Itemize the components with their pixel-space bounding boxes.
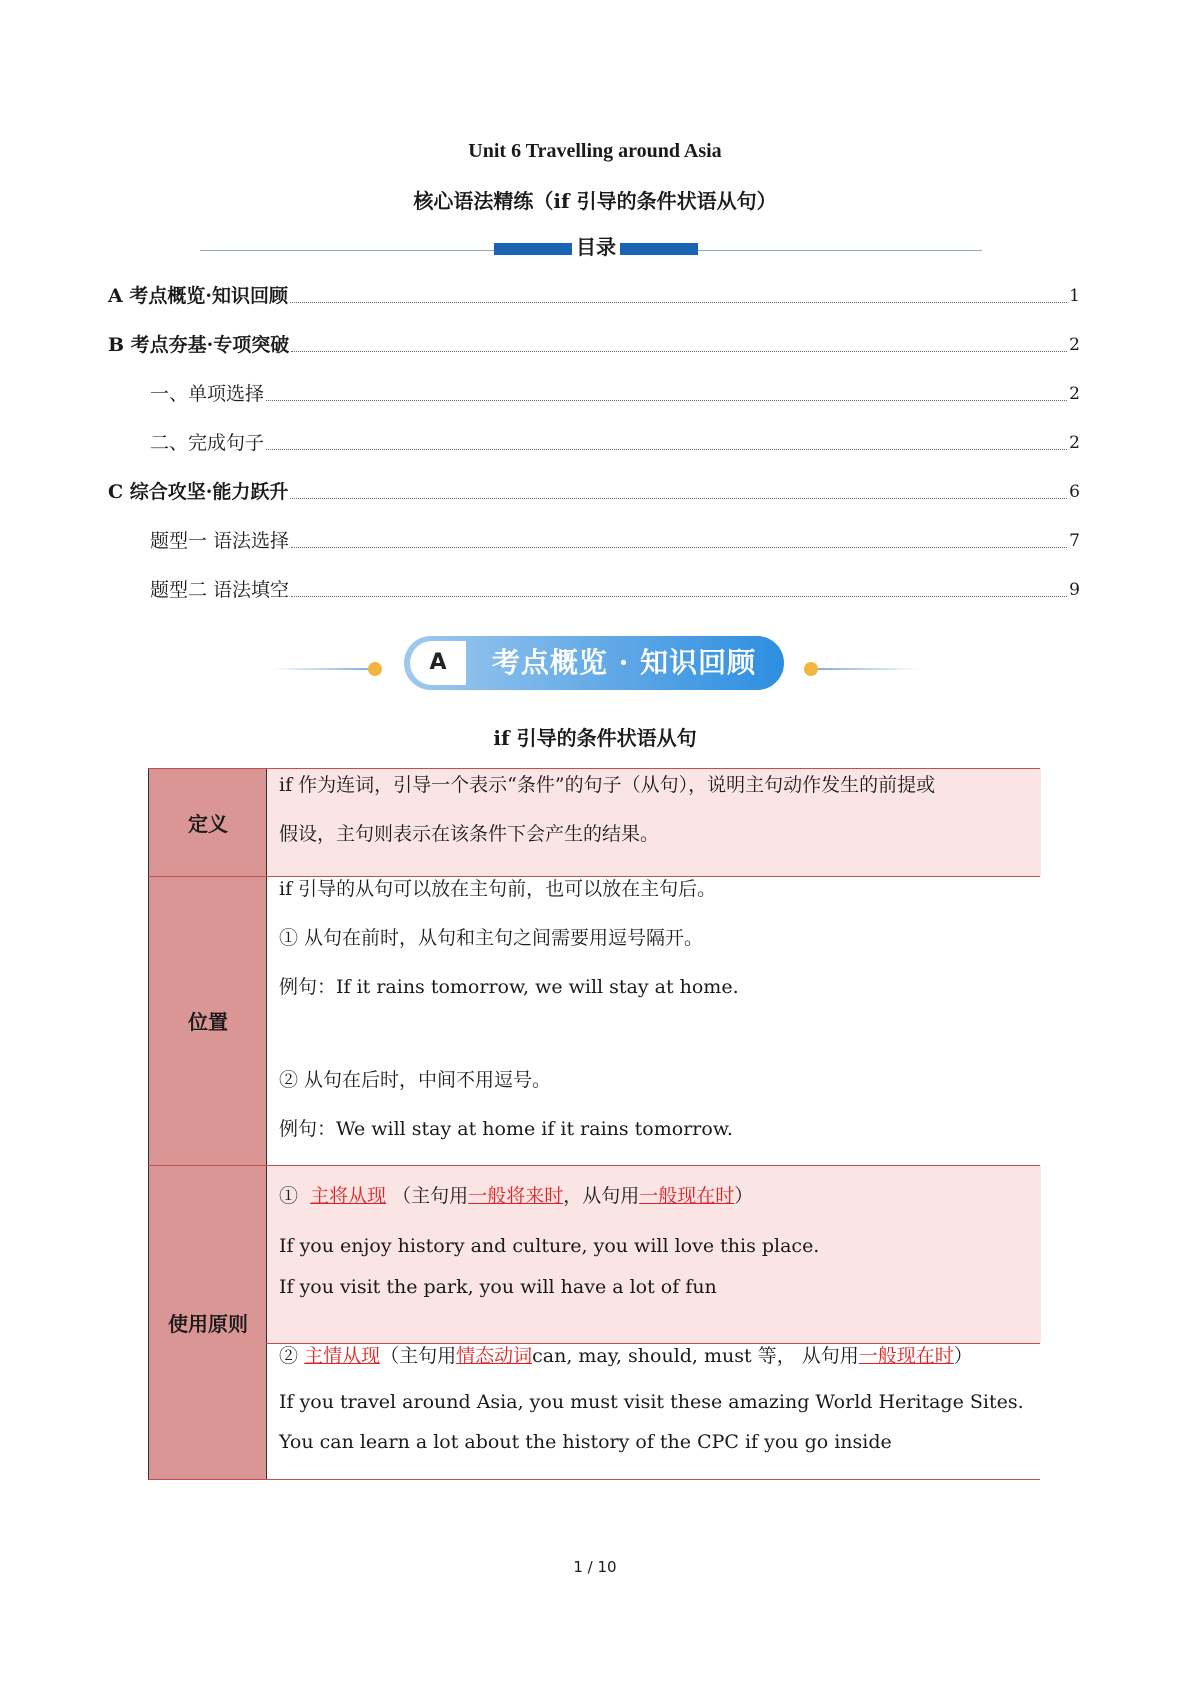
cell-usage-rule2 bbox=[266, 1343, 1041, 1480]
rule2-example: You can learn a lot about the history of the CPC if you go inside bbox=[279, 1431, 892, 1453]
section-title: if 引导的条件状语从句 bbox=[493, 726, 697, 750]
definition-line: 假设，主句则表示在该条件下会产生的结果。 bbox=[279, 823, 660, 845]
rule1-example: If you visit the park, you will have a lot of fun bbox=[279, 1276, 717, 1298]
toc-entry[interactable] bbox=[150, 528, 1080, 554]
toc-entry-label: 二、完成句子 bbox=[150, 432, 265, 454]
banner-text: 考点概览 · 知识回顾 bbox=[491, 646, 757, 679]
rule2-heading bbox=[279, 1343, 973, 1369]
rule1-key: 主将从现 bbox=[310, 1185, 387, 1207]
page-number: 1 / 10 bbox=[573, 1558, 617, 1576]
cell-position bbox=[266, 876, 1041, 1165]
table-rule bbox=[148, 768, 1040, 769]
cell-definition bbox=[266, 768, 1041, 876]
rule1-example: If you enjoy history and culture, you will love this place. bbox=[279, 1235, 820, 1257]
position-example: 例句：If it rains tomorrow, we will stay at home. bbox=[279, 976, 739, 998]
table-rule bbox=[266, 1343, 1040, 1344]
toc-leader bbox=[290, 498, 1067, 499]
toc-accent-right bbox=[620, 243, 698, 255]
rule1-tense-clause: 一般现在时 bbox=[639, 1185, 735, 1207]
toc-entry-label: B 考点夯基·专项突破 bbox=[108, 334, 290, 356]
rule1-text: ） bbox=[734, 1185, 754, 1207]
position-line: ② 从句在后时，中间不用逗号。 bbox=[279, 1069, 552, 1091]
toc-entry-page: 2 bbox=[1069, 335, 1080, 355]
position-line: ① 从句在前时，从句和主句之间需要用逗号隔开。 bbox=[279, 927, 704, 949]
rule2-modal: 情态动词 bbox=[456, 1345, 533, 1367]
position-example: 例句：We will stay at home if it rains tomorrow. bbox=[279, 1118, 733, 1140]
document-subtitle: 核心语法精练（if 引导的条件状语从句） bbox=[413, 189, 777, 213]
rule1-text: ，从句用 bbox=[563, 1185, 640, 1207]
table-rule bbox=[148, 876, 1040, 877]
toc-leader bbox=[291, 596, 1067, 597]
rule2-key: 主情从现 bbox=[304, 1345, 381, 1367]
toc-heading: 目录 bbox=[572, 233, 620, 261]
table-rule bbox=[148, 1165, 1040, 1166]
label-usage: 使用原则 bbox=[148, 1165, 267, 1480]
toc-accent-left bbox=[494, 243, 572, 255]
toc-entry[interactable] bbox=[108, 283, 1080, 309]
toc-entry[interactable] bbox=[150, 381, 1080, 407]
position-line: if 引导的从句可以放在主句前，也可以放在主句后。 bbox=[279, 878, 717, 900]
rule1-num: ① bbox=[279, 1185, 299, 1207]
document-title: Unit 6 Travelling around Asia bbox=[468, 140, 722, 162]
toc-entry-page: 2 bbox=[1069, 433, 1080, 453]
rule2-text: ） bbox=[953, 1345, 973, 1367]
toc-entry-label: A 考点概览·知识回顾 bbox=[108, 285, 288, 307]
toc-entry-page: 6 bbox=[1069, 482, 1080, 502]
banner-dot-left bbox=[368, 662, 382, 676]
toc-entry-label: 一、单项选择 bbox=[150, 383, 265, 405]
grammar-table bbox=[148, 768, 1040, 1480]
rule2-tense-clause: 一般现在时 bbox=[858, 1345, 954, 1367]
toc-entry-page: 1 bbox=[1069, 286, 1080, 306]
toc-entry[interactable] bbox=[150, 430, 1080, 456]
toc-entry-page: 2 bbox=[1069, 384, 1080, 404]
banner-line-right bbox=[812, 668, 922, 670]
toc-leader bbox=[291, 547, 1067, 548]
cell-usage-rule1 bbox=[266, 1165, 1041, 1343]
rule2-text: can, may, should, must 等， 从句用 bbox=[532, 1345, 859, 1367]
toc-entry-page: 9 bbox=[1069, 580, 1080, 600]
toc-entry-label: C 综合攻坚·能力跃升 bbox=[108, 481, 289, 503]
rule2-num: ② bbox=[279, 1345, 299, 1367]
toc-entry-page: 7 bbox=[1069, 531, 1080, 551]
rule1-tense-main: 一般将来时 bbox=[468, 1185, 564, 1207]
toc-leader bbox=[290, 302, 1067, 303]
banner-line-left bbox=[270, 668, 375, 670]
toc-leader bbox=[266, 400, 1067, 401]
table-rule bbox=[148, 1479, 1040, 1480]
rule2-example: If you travel around Asia, you must visit these amazing World Heritage Sites. bbox=[279, 1391, 1024, 1413]
toc-entry[interactable] bbox=[108, 479, 1080, 505]
toc-entry[interactable] bbox=[150, 577, 1080, 603]
banner-letter: A bbox=[429, 650, 447, 675]
banner-dot-right bbox=[804, 662, 818, 676]
label-position: 位置 bbox=[148, 876, 267, 1165]
label-definition: 定义 bbox=[148, 768, 267, 876]
rule1-text: （主句用 bbox=[392, 1185, 469, 1207]
rule1-heading bbox=[279, 1183, 753, 1209]
toc-entry[interactable] bbox=[108, 332, 1080, 358]
toc-leader bbox=[291, 351, 1067, 352]
definition-line: if 作为连词，引导一个表示“条件”的句子（从句），说明主句动作发生的前提或 bbox=[279, 774, 936, 796]
toc-entry-label: 题型二 语法填空 bbox=[150, 579, 290, 601]
toc-entry-label: 题型一 语法选择 bbox=[150, 530, 290, 552]
rule2-text: （主句用 bbox=[380, 1345, 457, 1367]
toc-leader bbox=[266, 449, 1067, 450]
